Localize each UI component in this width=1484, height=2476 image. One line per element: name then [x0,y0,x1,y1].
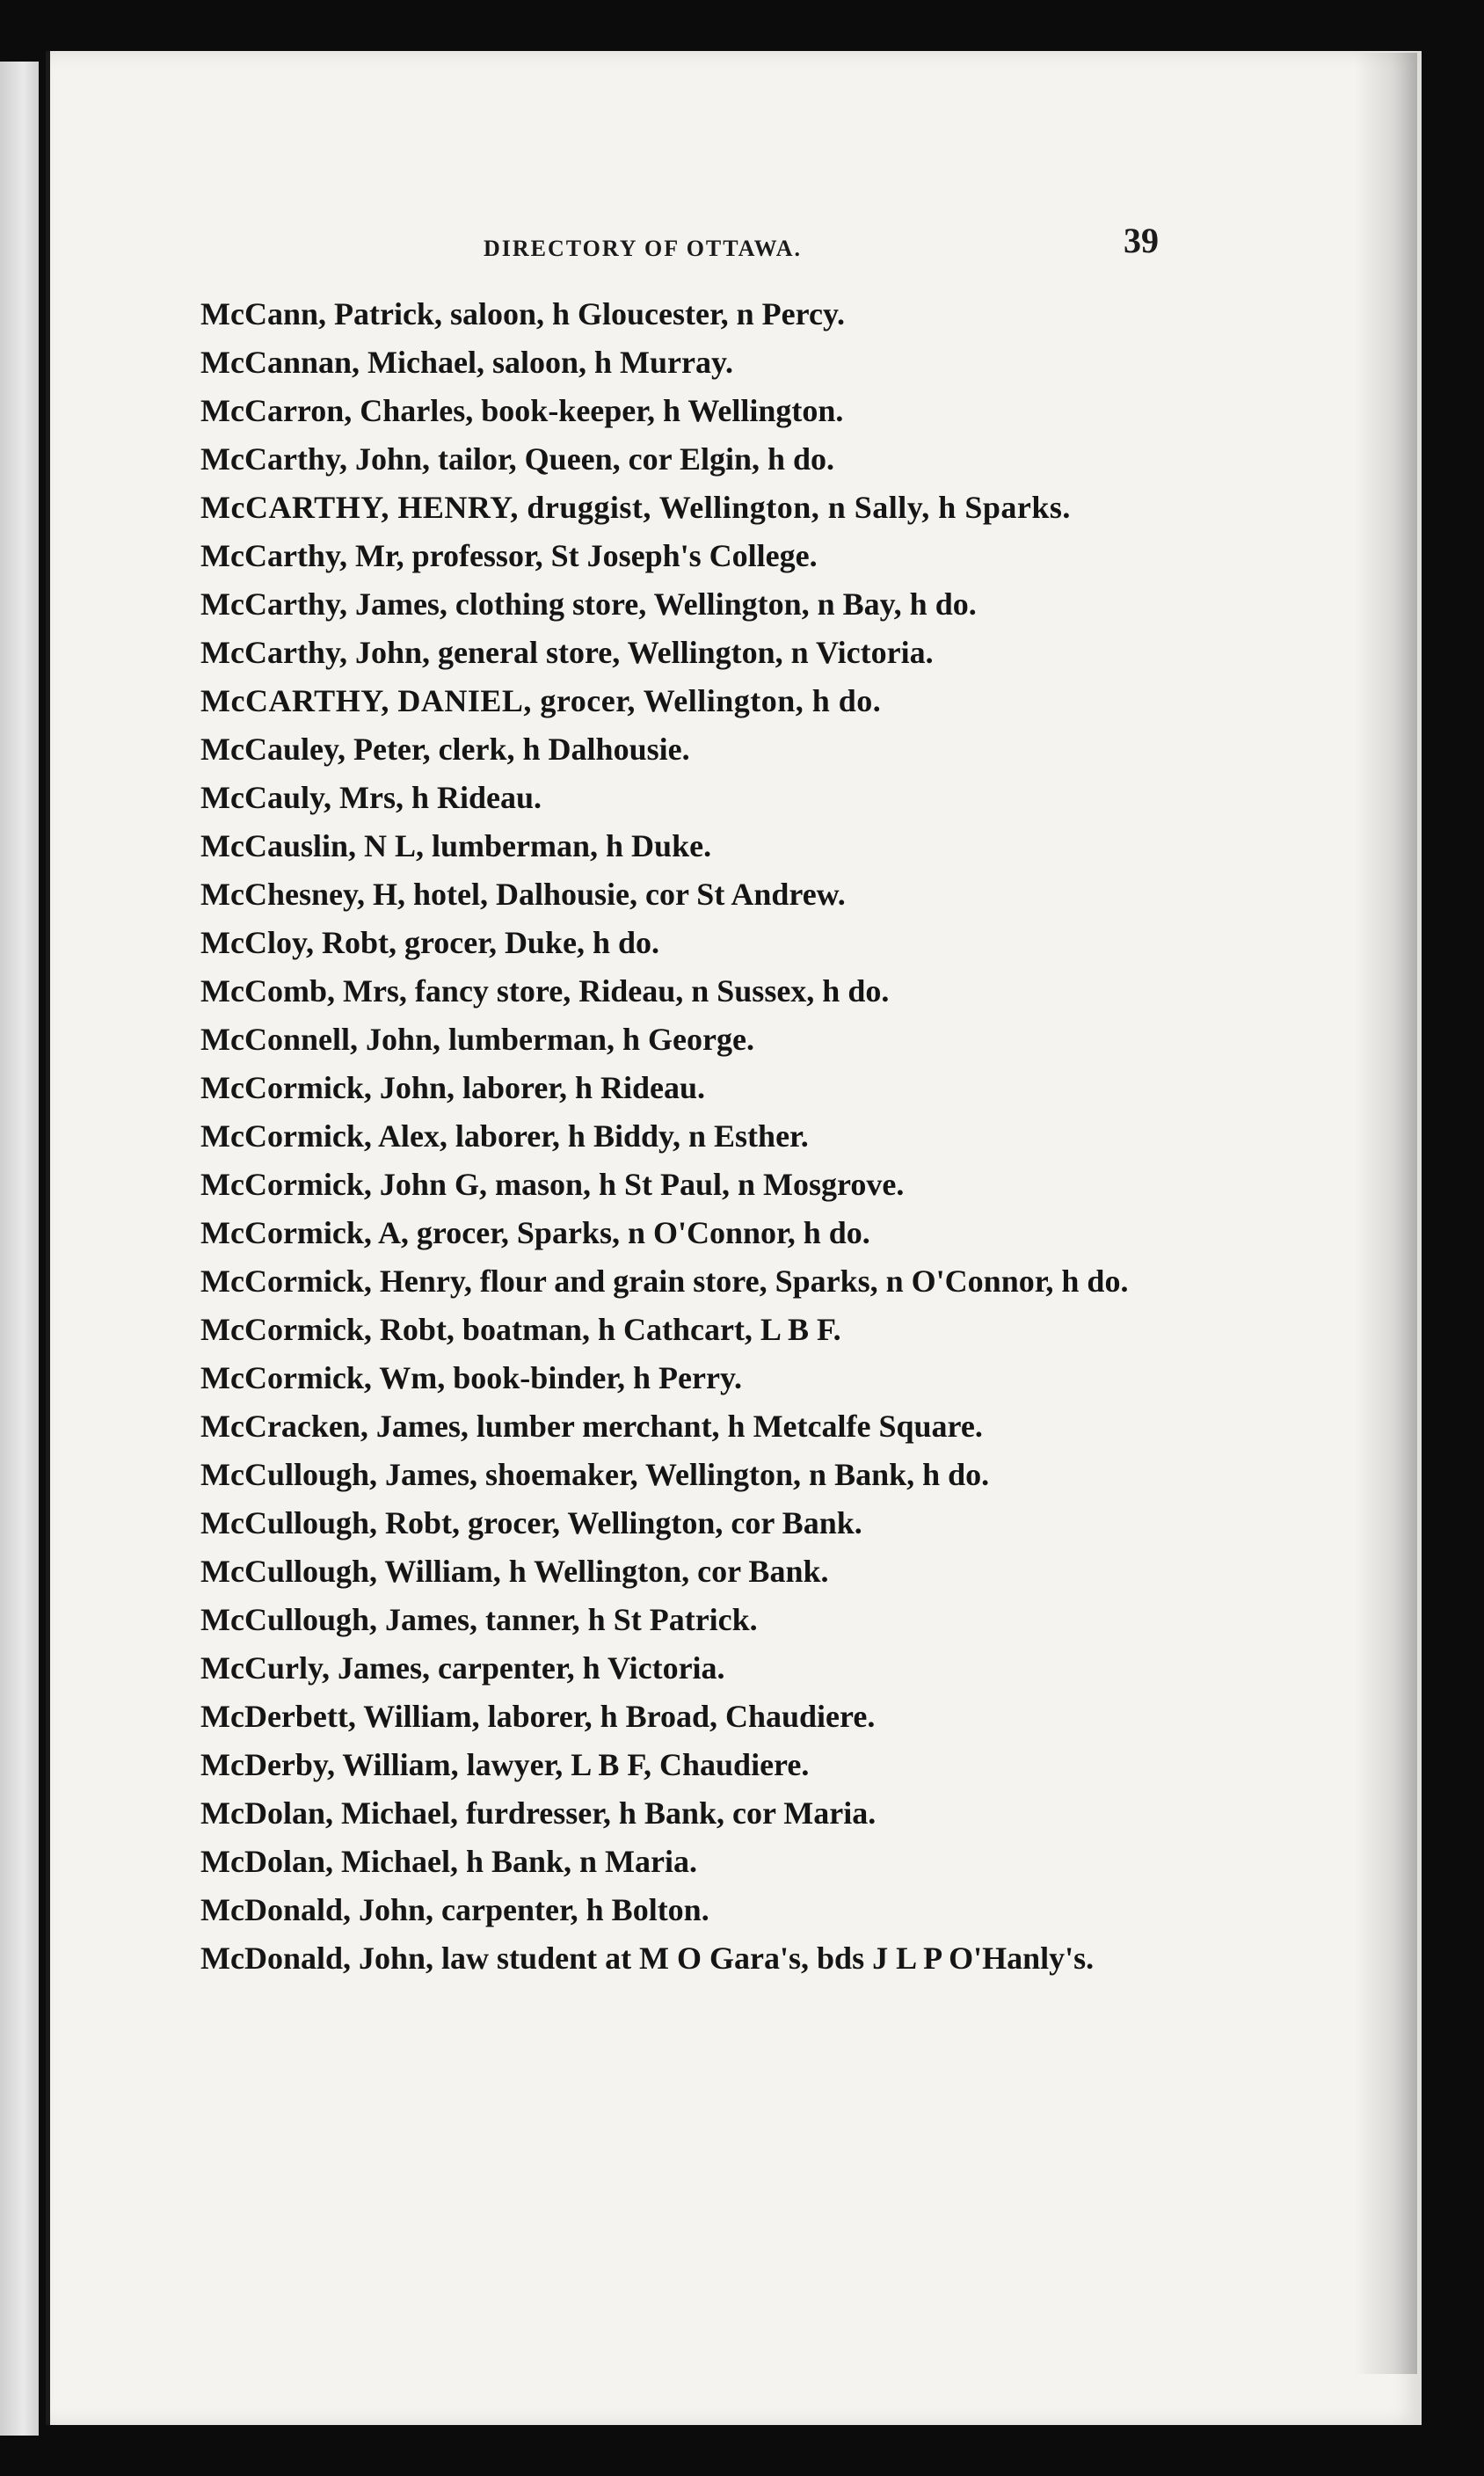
directory-entry: McDolan, Michael, furdresser, h Bank, cor Maria. [200,1795,877,1831]
directory-entry: McCormick, John, laborer, h Rideau. [200,1070,706,1105]
directory-entry: McCauslin, N L, lumberman, h Duke. [200,828,712,863]
directory-entries [200,290,1220,1983]
directory-entry: McCann, Patrick, saloon, h Gloucester, n Percy. [200,296,845,331]
directory-entry: McCauly, Mrs, h Rideau. [200,780,542,815]
directory-entry: McCarron, Charles, book-keeper, h Wellington. [200,393,844,428]
directory-entry: McCormick, John G, mason, h St Paul, n Mosgrove. [200,1167,905,1202]
directory-entry: McDolan, Michael, h Bank, n Maria. [200,1844,697,1879]
directory-entry: McCracken, James, lumber merchant, h Metcalfe Square. [200,1409,983,1444]
directory-entry: McCullough, Robt, grocer, Wellington, cor Bank. [200,1505,862,1540]
directory-entry: McCurly, James, carpenter, h Victoria. [200,1650,725,1686]
directory-entry: McCauley, Peter, clerk, h Dalhousie. [200,732,690,767]
directory-entry: McDerbett, William, laborer, h Broad, Chaudiere. [200,1699,876,1734]
directory-entry: McCormick, Robt, boatman, h Cathcart, L B F. [200,1312,841,1347]
directory-entry: McChesney, H, hotel, Dalhousie, cor St Andrew. [200,877,846,912]
directory-entry: McConnell, John, lumberman, h George. [200,1022,754,1057]
directory-entry: McCarthy, John, tailor, Queen, cor Elgin, h do. [200,441,835,477]
directory-entry: McCarthy, Mr, professor, St Joseph's College. [200,538,818,573]
running-head: DIRECTORY OF OTTAWA. [484,236,802,261]
page-number: 39 [1124,221,1159,260]
directory-entry: McDerby, William, lawyer, L B F, Chaudiere. [200,1747,810,1782]
directory-entry: McCormick, A, grocer, Sparks, n O'Connor, h do. [200,1215,870,1250]
directory-entry: McCARTHY, DANIEL, grocer, Wellington, h do. [200,683,882,718]
directory-entry: McCARTHY, HENRY, druggist, Wellington, n Sally, h Sparks. [200,490,1071,525]
directory-entry: McCormick, Alex, laborer, h Biddy, n Esther. [200,1118,809,1154]
directory-entry: McCloy, Robt, grocer, Duke, h do. [200,925,659,960]
directory-entry: McCannan, Michael, saloon, h Murray. [200,345,734,380]
facing-page-edge [0,62,39,2436]
directory-entry: McCormick, Wm, book-binder, h Perry. [200,1360,742,1395]
directory-entry: McCarthy, James, clothing store, Wellington, n Bay, h do. [200,586,977,622]
directory-entry: McDonald, John, law student at M O Gara's, bds J L P O'Hanly's. [200,1941,1095,1976]
page-header [193,221,1231,274]
directory-entry: McCullough, James, tanner, h St Patrick. [200,1602,758,1637]
directory-entry: McCullough, James, shoemaker, Wellington, n Bank, h do. [200,1457,990,1492]
directory-entry: McComb, Mrs, fancy store, Rideau, n Sussex, h do. [200,973,890,1009]
directory-entry: McCullough, William, h Wellington, cor Bank. [200,1554,829,1589]
directory-entry: McCarthy, John, general store, Wellington, n Victoria. [200,635,934,670]
directory-entry: McCormick, Henry, flour and grain store, Sparks, n O'Connor, h do. [200,1263,1129,1299]
directory-entry: McDonald, John, carpenter, h Bolton. [200,1892,709,1927]
